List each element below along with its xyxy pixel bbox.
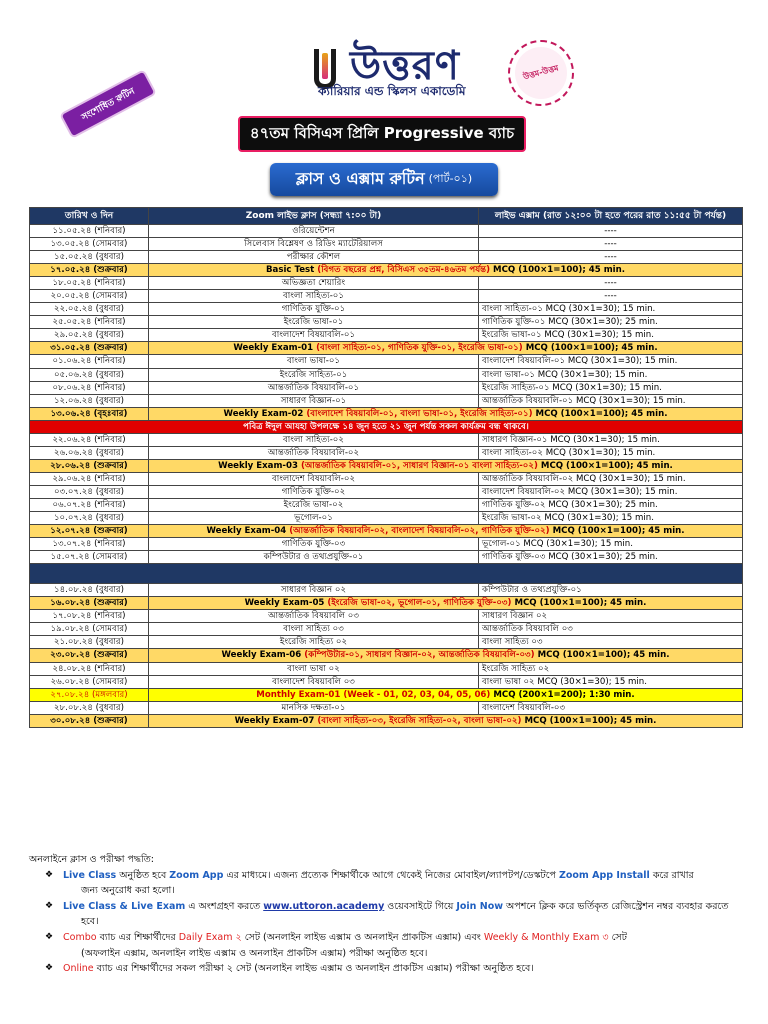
date-cell: ২০.০৫.২৪ (সোমবার) xyxy=(30,290,149,303)
live-exam-cell: ---- xyxy=(479,277,743,290)
table-row xyxy=(30,303,743,316)
exam-name: Weekly Exam-02 xyxy=(223,408,304,419)
table-row xyxy=(30,394,743,407)
brand-name: উত্তরণ xyxy=(350,43,460,89)
routine-part: (পার্ট-০১) xyxy=(428,172,473,185)
info-text: ওয়েবসাইটে গিয়ে xyxy=(384,900,457,912)
holiday-notice-row xyxy=(30,420,743,433)
exam-marks: MCQ (100×1=100); 45 min. xyxy=(524,715,657,726)
exam-detail-cell xyxy=(149,459,743,472)
zoom-class-cell: বাংলা ভাষা ০২ xyxy=(149,662,479,675)
table-row xyxy=(30,446,743,459)
exam-marks: MCQ (100×1=100); 45 min. xyxy=(514,598,647,609)
date-cell: ১৮.০৫.২৪ (শনিবার) xyxy=(30,277,149,290)
table-header-row xyxy=(30,208,743,225)
live-exam-cell: ইংরেজি ভাষা-০২ MCQ (30×1=30); 15 min. xyxy=(479,512,743,525)
table-row xyxy=(30,238,743,251)
exam-detail-cell xyxy=(149,264,743,277)
live-class-text: Live Class xyxy=(63,869,117,881)
date-cell: ১৫.০৭.২৪ (সোমবার) xyxy=(30,551,149,564)
date-cell: ০৫.০৬.২৪ (বুধবার) xyxy=(30,368,149,381)
info-text: অপশনে ক্লিক করে ভর্তিকৃত রেজিস্ট্রেশন নম্বর ব্যবহার করতে xyxy=(503,900,729,912)
live-exam-cell: বাংলাদেশ বিষয়াবলি-০২ MCQ (30×1=30); 15 min. xyxy=(479,485,743,498)
live-exam-cell: কম্পিউটার ও তথ্যপ্রযুক্তি-০১ xyxy=(479,584,743,597)
exam-name: Basic Test xyxy=(266,265,315,276)
zoom-class-cell: বাংলা ভাষা-০১ xyxy=(149,355,479,368)
weekly-exam-row xyxy=(30,407,743,420)
zoom-class-cell: সাধারণ বিজ্ঞান-০১ xyxy=(149,394,479,407)
exam-detail-cell xyxy=(149,342,743,355)
date-cell: ১৭.০৫.২৪ (শুক্রবার) xyxy=(30,264,149,277)
date-cell: ৩০.০৮.২৪ (শুক্রবার) xyxy=(30,714,149,727)
routine-table xyxy=(29,207,743,728)
exam-topics: (বাংলাদেশ বিষয়াবলি-০১, বাংলা ভাষা-০১, ইংরেজি সাহিত্য-০১) xyxy=(306,408,533,419)
table-row xyxy=(30,512,743,525)
table-row xyxy=(30,701,743,714)
table-row xyxy=(30,610,743,623)
table-row xyxy=(30,225,743,238)
table-row xyxy=(30,329,743,342)
info-section xyxy=(29,852,759,977)
zoom-class-cell: গাণিতিক যুক্তি-০১ xyxy=(149,303,479,316)
exam-name: Weekly Exam-06 xyxy=(221,650,302,661)
date-cell: ২৮.০৬.২৪ (শুক্রবার) xyxy=(30,459,149,472)
date-cell: ১২.০৬.২৪ (বুধবার) xyxy=(30,394,149,407)
zoom-class-cell: কম্পিউটার ও তথ্যপ্রযুক্তি-০১ xyxy=(149,551,479,564)
live-exam-cell: বাংলা সাহিত্য-০২ MCQ (30×1=30); 15 min. xyxy=(479,446,743,459)
table-row xyxy=(30,368,743,381)
table-row xyxy=(30,675,743,688)
weekly-exam-row xyxy=(30,264,743,277)
date-cell: ১৫.০৫.২৪ (বুধবার) xyxy=(30,251,149,264)
info-text: জন্য অনুরোধ করা হলো। xyxy=(81,885,175,897)
table-row xyxy=(30,277,743,290)
zoom-class-cell: বাংলা সাহিত্য-০২ xyxy=(149,433,479,446)
zoom-class-cell: গাণিতিক যুক্তি-০২ xyxy=(149,485,479,498)
live-exam-cell: গাণিতিক যুক্তি-০১ MCQ (30×1=30); 25 min. xyxy=(479,316,743,329)
info-title: অনলাইনে ক্লাস ও পরীক্ষা পদ্ধতি: xyxy=(29,854,155,865)
date-cell: ২১.০৮.২৪ (বুধবার) xyxy=(30,636,149,649)
info-text: অনুষ্ঠিত হবে xyxy=(116,869,170,881)
live-exam-cell: বাংলা সাহিত্য-০১ MCQ (30×1=30); 15 min. xyxy=(479,303,743,316)
zoom-class-cell: ইংরেজি ভাষা-০২ xyxy=(149,498,479,511)
date-cell: ১৪.০৮.২৪ (বুধবার) xyxy=(30,584,149,597)
date-cell: ২৯.০৬.২৪ (শনিবার) xyxy=(30,472,149,485)
zoom-class-cell: বাংলাদেশ বিষয়াবলি ০৩ xyxy=(149,675,479,688)
info-item-combo xyxy=(29,930,759,946)
exam-detail-cell xyxy=(149,597,743,610)
info-text: (অফলাইন এক্সাম, অনলাইন লাইভ এক্সাম ও অনলাইন প্রাকটিস এক্সাম) পরীক্ষা অনুষ্ঠিত হবে। xyxy=(81,947,428,959)
header-zoom: Zoom লাইভ ক্লাস (সন্ধ্যা ৭:০০ টা) xyxy=(149,208,479,225)
exam-topics: (বাংলা সাহিত্য-০৩, ইংরেজি সাহিত্য-০২, বাংলা ভাষা-০২) xyxy=(317,715,522,726)
brand-subtitle: ক্যারিয়ার এন্ড স্কিলস একাডেমি xyxy=(318,84,466,98)
info-text: এর মাধ্যমে। এজন্য প্রত্যেক শিক্ষার্থীকে আগে থেকেই নিজের মোবাইল/ল্যাপটপ/ডেস্কটপে xyxy=(223,869,559,881)
live-exam-cell: বাংলাদেশ বিষয়াবলি-০৩ xyxy=(479,701,743,714)
date-cell: ১৭.০৮.২৪ (শনিবার) xyxy=(30,610,149,623)
zoom-class-cell: ভূগোল-০১ xyxy=(149,512,479,525)
live-exam-cell: আন্তর্জাতিক বিষয়াবলি ০৩ xyxy=(479,623,743,636)
exam-marks: MCQ (100×1=100); 45 min. xyxy=(535,408,668,419)
table-row xyxy=(30,316,743,329)
table-row xyxy=(30,355,743,368)
page-header xyxy=(0,0,768,205)
weekly-exam-row xyxy=(30,342,743,355)
date-cell: ২৭.০৮.২৪ (মঙ্গলবার) xyxy=(30,688,149,701)
header-exam: লাইভ এক্সাম (রাত ১২:০০ টা হতে পরের রাত ১১:৫৫ টা পর্যন্ত) xyxy=(479,208,743,225)
table-row xyxy=(30,551,743,564)
zoom-class-cell: আন্তর্জাতিক বিষয়াবলি ০৩ xyxy=(149,610,479,623)
routine-body xyxy=(30,225,743,728)
date-cell: ২৬.০৬.২৪ (বুধবার) xyxy=(30,446,149,459)
date-cell: ২৪.০৮.২৪ (শনিবার) xyxy=(30,662,149,675)
bullet-diamond-icon: ❖ xyxy=(45,963,54,974)
date-cell: ০৮.০৬.২৪ (শনিবার) xyxy=(30,381,149,394)
date-cell: ৩১.০৫.২৪ (শুক্রবার) xyxy=(30,342,149,355)
live-exam-cell: বাংলা সাহিত্য ০৩ xyxy=(479,636,743,649)
routine-title xyxy=(270,163,498,196)
date-cell: ১৩.০৬.২৪ (বৃহঃবার) xyxy=(30,407,149,420)
exam-topics: (ইংরেজি ভাষা-০২, ভূগোল-০১, গাণিতিক যুক্তি-০৩) xyxy=(327,598,512,609)
table-row xyxy=(30,433,743,446)
date-cell: ০১.০৬.২৪ (শনিবার) xyxy=(30,355,149,368)
zoom-class-cell: ইংরেজি সাহিত্য ০২ xyxy=(149,636,479,649)
exam-name: Weekly Exam-01 xyxy=(233,343,314,354)
exam-marks: MCQ (100×1=100); 45 min. xyxy=(493,265,625,276)
exam-marks: MCQ (200×1=200); 1:30 min. xyxy=(493,689,635,700)
exam-topics: (আন্তর্জাতিক বিষয়াবলি-০২, বাংলাদেশ বিষয়াবলি-০২, গাণিতিক যুক্তি-০২) xyxy=(289,526,550,537)
zoom-app-text: Zoom App xyxy=(169,869,224,881)
live-exam-cell: ---- xyxy=(479,238,743,251)
seal-badge xyxy=(508,40,574,106)
live-exam-cell: সাধারণ বিজ্ঞান ০২ xyxy=(479,610,743,623)
weekly-exam-row xyxy=(30,459,743,472)
exam-name: Weekly Exam-04 xyxy=(206,526,287,537)
exam-name: Weekly Exam-07 xyxy=(234,715,315,726)
zoom-class-cell: সিলেবাস বিশ্লেষণ ও রিডিং ম্যাটেরিয়ালস xyxy=(149,238,479,251)
live-exam-cell: সাধারণ বিজ্ঞান-০১ MCQ (30×1=30); 15 min. xyxy=(479,433,743,446)
zoom-class-cell: বাংলা সাহিত্য ০৩ xyxy=(149,623,479,636)
live-class-exam-text: Live Class & Live Exam xyxy=(63,900,186,912)
routine-title-text: ক্লাস ও এক্সাম রুটিন xyxy=(295,169,425,188)
exam-detail-cell xyxy=(149,525,743,538)
table-row xyxy=(30,485,743,498)
info-text: সেট (অনলাইন লাইভ এক্সাম ও অনলাইন প্রাকটিস এক্সাম) এবং xyxy=(241,931,484,943)
live-exam-cell: আন্তর্জাতিক বিষয়াবলি-০২ MCQ (30×1=30); 15 min. xyxy=(479,472,743,485)
live-exam-cell: ভূগোল-০১ MCQ (30×1=30); 15 min. xyxy=(479,538,743,551)
table-row xyxy=(30,584,743,597)
exam-name: Weekly Exam-05 xyxy=(244,598,325,609)
zoom-class-cell: পরীক্ষার কৌশল xyxy=(149,251,479,264)
date-cell: ১০.০৭.২৪ (বুধবার) xyxy=(30,512,149,525)
exam-marks: MCQ (100×1=100); 45 min. xyxy=(537,650,670,661)
revised-ribbon: সংশোধিত রুটিন xyxy=(62,72,154,136)
break-row xyxy=(30,564,743,584)
table-row xyxy=(30,472,743,485)
zoom-class-cell: আন্তর্জাতিক বিষয়াবলি-০২ xyxy=(149,446,479,459)
date-cell: ১৩.০৭.২৪ (শনিবার) xyxy=(30,538,149,551)
weekly-monthly-text: Weekly & Monthly Exam ৩ xyxy=(483,931,609,943)
join-now-text: Join Now xyxy=(456,900,504,912)
info-text: ব্যাচ এর শিক্ষার্থীদের সকল পরীক্ষা ২ সেট (অনলাইন লাইভ এক্সাম ও অনলাইন প্রাকটিস এক্সাম) পরীক্ষা অনুষ্ঠিত হবে। xyxy=(93,963,534,975)
website-link[interactable]: www.uttoron.academy xyxy=(263,900,385,912)
info-text: এ অংশগ্রহণ করতে xyxy=(185,900,264,912)
exam-name: Weekly Exam-03 xyxy=(218,460,298,471)
exam-detail-cell xyxy=(149,688,743,701)
bullet-diamond-icon: ❖ xyxy=(45,900,54,911)
exam-topics: (বিগত বছরের প্রশ্ন, বিসিএস ৩৫তম-৪৬তম পর্যন্ত) xyxy=(317,265,491,276)
info-text: করে রাখার xyxy=(649,869,694,881)
zoom-class-cell: সাধারণ বিজ্ঞান ০২ xyxy=(149,584,479,597)
date-cell: ২২.০৬.২৪ (শনিবার) xyxy=(30,433,149,446)
date-cell: ১৩.০৫.২৪ (সোমবার) xyxy=(30,238,149,251)
monthly-exam-row xyxy=(30,688,743,701)
live-exam-cell: গাণিতিক যুক্তি-০২ MCQ (30×1=30); 25 min. xyxy=(479,498,743,511)
combo-text: Combo xyxy=(63,931,97,943)
exam-topics: (বাংলা সাহিত্য-০১, গাণিতিক যুক্তি-০১, ইংরেজি ভাষা-০১) xyxy=(316,343,523,354)
notice-cell: পবিত্র ঈদুল আযহা উপলক্ষে ১৪ জুন হতে ২১ জুন পর্যন্ত সকল কার্যক্রম বন্ধ থাকবে। xyxy=(30,420,743,433)
info-item-zoom xyxy=(29,868,759,884)
live-exam-cell: ---- xyxy=(479,251,743,264)
zoom-class-cell: গাণিতিক যুক্তি-০৩ xyxy=(149,538,479,551)
date-cell: ১২.০৭.২৪ (শুক্রবার) xyxy=(30,525,149,538)
exam-detail-cell xyxy=(149,714,743,727)
zoom-class-cell: বাংলাদেশ বিষয়াবলি-০১ xyxy=(149,329,479,342)
zoom-class-cell: মানসিক দক্ষতা-০১ xyxy=(149,701,479,714)
date-cell: ২২.০৫.২৪ (বুধবার) xyxy=(30,303,149,316)
exam-detail-cell xyxy=(149,649,743,662)
header-date: তারিখ ও দিন xyxy=(30,208,149,225)
info-text: সেট xyxy=(608,931,627,943)
table-row xyxy=(30,662,743,675)
date-cell: ২৯.০৫.২৪ (বুধবার) xyxy=(30,329,149,342)
exam-topics: (কম্পিউটার-০১, সাধারণ বিজ্ঞান-০২, আন্তর্জাতিক বিষয়াবলি-০৩) xyxy=(304,650,535,661)
table-row xyxy=(30,290,743,303)
table-row xyxy=(30,251,743,264)
live-exam-cell: গাণিতিক যুক্তি-০৩ MCQ (30×1=30); 25 min. xyxy=(479,551,743,564)
zoom-class-cell: ওরিয়েন্টেশন xyxy=(149,225,479,238)
zoom-class-cell: বাংলা সাহিত্য-০১ xyxy=(149,290,479,303)
date-cell: ১৬.০৮.২৪ (শুক্রবার) xyxy=(30,597,149,610)
live-exam-cell: বাংলা ভাষা-০১ MCQ (30×1=30); 15 min. xyxy=(479,368,743,381)
live-exam-cell: ---- xyxy=(479,290,743,303)
table-row xyxy=(30,498,743,511)
exam-topics: (আন্তর্জাতিক বিষয়াবলি-০১, সাধারণ বিজ্ঞান-০১ বাংলা সাহিত্য-০২) xyxy=(300,460,538,471)
online-text: Online xyxy=(63,963,94,975)
date-cell: ০৩.০৭.২৪ (বুধবার) xyxy=(30,485,149,498)
date-cell: ২৫.০৫.২৪ (শনিবার) xyxy=(30,316,149,329)
weekly-exam-row xyxy=(30,525,743,538)
date-cell: ২৮.০৮.২৪ (বুধবার) xyxy=(30,701,149,714)
live-exam-cell: ইংরেজি সাহিত্য ০২ xyxy=(479,662,743,675)
zoom-class-cell: বাংলাদেশ বিষয়াবলি-০২ xyxy=(149,472,479,485)
table-row xyxy=(30,636,743,649)
batch-title: ৪৭তম বিসিএস প্রিলি Progressive ব্যাচ xyxy=(238,116,526,152)
exam-topics: (Week - 01, 02, 03, 04, 05, 06) xyxy=(343,689,491,700)
info-item-online xyxy=(29,961,759,977)
seal-text: উত্তম-উত্তম xyxy=(522,63,560,82)
daily-exam-text: Daily Exam ২ xyxy=(178,931,242,943)
exam-name: Monthly Exam-01 xyxy=(256,689,341,700)
date-cell: ০৬.০৭.২৪ (শনিবার) xyxy=(30,498,149,511)
live-exam-cell: ইংরেজি সাহিত্য-০১ MCQ (30×1=30); 15 min. xyxy=(479,381,743,394)
break-cell xyxy=(30,564,743,584)
live-exam-cell: বাংলা ভাষা ০২ MCQ (30×1=30); 15 min. xyxy=(479,675,743,688)
bullet-diamond-icon: ❖ xyxy=(45,869,54,880)
weekly-exam-row xyxy=(30,649,743,662)
zoom-install-text: Zoom App Install xyxy=(558,869,650,881)
live-exam-cell: ইংরেজি ভাষা-০১ MCQ (30×1=30); 15 min. xyxy=(479,329,743,342)
table-row xyxy=(30,381,743,394)
exam-marks: MCQ (100×1=100); 45 min. xyxy=(540,460,673,471)
live-exam-cell: আন্তর্জাতিক বিষয়াবলি-০১ MCQ (30×1=30); 15 min. xyxy=(479,394,743,407)
weekly-exam-row xyxy=(30,714,743,727)
live-exam-cell: বাংলাদেশ বিষয়াবলি-০১ MCQ (30×1=30); 15 min. xyxy=(479,355,743,368)
exam-detail-cell xyxy=(149,407,743,420)
date-cell: ১৯.০৮.২৪ (সোমবার) xyxy=(30,623,149,636)
info-text: হবে। xyxy=(81,916,99,928)
table-row xyxy=(30,538,743,551)
table-row xyxy=(30,623,743,636)
zoom-class-cell: আন্তর্জাতিক বিষয়াবলি-০১ xyxy=(149,381,479,394)
date-cell: ২৩.০৮.২৪ (শুক্রবার) xyxy=(30,649,149,662)
exam-marks: MCQ (100×1=100); 45 min. xyxy=(525,343,658,354)
zoom-class-cell: ইংরেজি ভাষা-০১ xyxy=(149,316,479,329)
date-cell: ১১.০৫.২৪ (শনিবার) xyxy=(30,225,149,238)
live-exam-cell: ---- xyxy=(479,225,743,238)
exam-marks: MCQ (100×1=100); 45 min. xyxy=(552,526,685,537)
bullet-diamond-icon: ❖ xyxy=(45,931,54,942)
date-cell: ২৬.০৮.২৪ (সোমবার) xyxy=(30,675,149,688)
weekly-exam-row xyxy=(30,597,743,610)
info-item-join xyxy=(29,899,759,915)
zoom-class-cell: অভিজ্ঞতা শেয়ারিং xyxy=(149,277,479,290)
info-text: ব্যাচ এর শিক্ষার্থীদের xyxy=(96,931,179,943)
zoom-class-cell: ইংরেজি সাহিত্য-০১ xyxy=(149,368,479,381)
